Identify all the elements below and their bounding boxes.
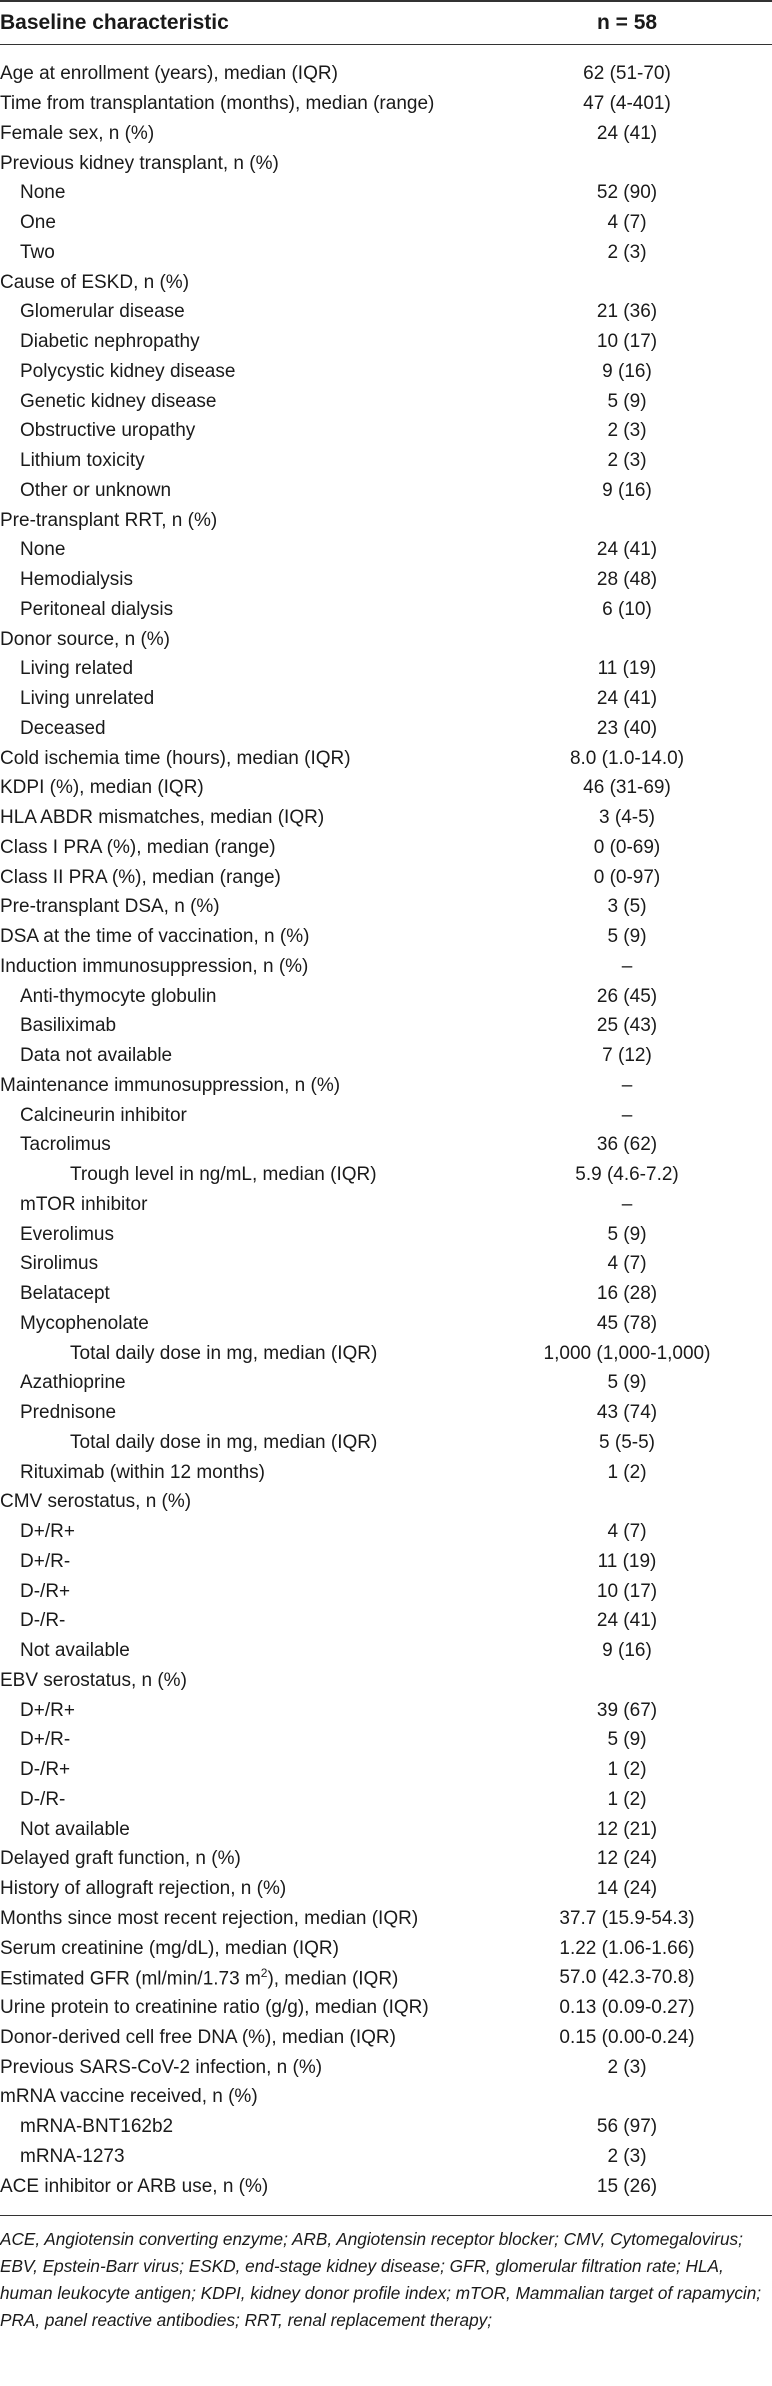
row-label-text: Azathioprine bbox=[20, 1372, 126, 1394]
row-label bbox=[0, 183, 482, 202]
table-body bbox=[0, 45, 772, 2201]
row-value: 1,000 (1,000-1,000) bbox=[543, 1342, 711, 1364]
row-value: 2 (3) bbox=[607, 241, 647, 263]
row-label bbox=[0, 1314, 482, 1333]
row-label bbox=[0, 1967, 482, 1988]
row-label bbox=[0, 243, 482, 262]
row-label bbox=[0, 332, 482, 351]
table-row bbox=[0, 1219, 772, 1249]
row-value: – bbox=[621, 1104, 633, 1126]
table-row bbox=[0, 1547, 772, 1577]
row-label-text: Induction immunosuppression, n (%) bbox=[0, 955, 309, 977]
table-row bbox=[0, 1160, 772, 1190]
row-label-text: DSA at the time of vaccination, n (%) bbox=[0, 926, 310, 948]
table-row bbox=[0, 89, 772, 119]
table-row bbox=[0, 1695, 772, 1725]
row-label-text: Lithium toxicity bbox=[20, 450, 145, 472]
table-row bbox=[0, 1309, 772, 1339]
table-row bbox=[0, 565, 772, 595]
row-label-text: Everolimus bbox=[20, 1223, 114, 1245]
row-label-text: Class II PRA (%), median (range) bbox=[0, 866, 281, 888]
row-value: 5 (9) bbox=[607, 926, 647, 948]
table-row bbox=[0, 1338, 772, 1368]
table-row bbox=[0, 2023, 772, 2053]
row-label-text: Rituximab (within 12 months) bbox=[20, 1461, 265, 1483]
row-label-text: Cold ischemia time (hours), median (IQR) bbox=[0, 747, 351, 769]
row-value: 62 (51-70) bbox=[583, 63, 671, 85]
row-label-text: Donor-derived cell free DNA (%), median (IQR) bbox=[0, 2026, 396, 2048]
table-row bbox=[0, 505, 772, 535]
row-label bbox=[0, 64, 482, 83]
table-row bbox=[0, 1606, 772, 1636]
row-label-text: Female sex, n (%) bbox=[0, 122, 155, 144]
row-value: 25 (43) bbox=[596, 1015, 658, 1037]
row-value: – bbox=[621, 1074, 633, 1096]
row-label-text: Calcineurin inhibitor bbox=[20, 1104, 187, 1126]
table-row bbox=[0, 1576, 772, 1606]
row-label bbox=[0, 1760, 482, 1779]
row-label-text: Time from transplantation (months), median (range) bbox=[0, 93, 435, 115]
table-row bbox=[0, 327, 772, 357]
row-value: 43 (74) bbox=[596, 1402, 658, 1424]
row-label-text: D+/R- bbox=[20, 1550, 71, 1572]
table-row bbox=[0, 1725, 772, 1755]
row-label-text: Delayed graft function, n (%) bbox=[0, 1848, 241, 1870]
row-value: 8.0 (1.0-14.0) bbox=[569, 747, 685, 769]
row-label bbox=[0, 689, 482, 708]
row-value: 10 (17) bbox=[596, 1580, 658, 1602]
row-label-text: Urine protein to creatinine ratio (g/g), median (IQR) bbox=[0, 1997, 429, 2019]
table-row bbox=[0, 267, 772, 297]
row-value: 12 (21) bbox=[596, 1818, 658, 1840]
table-row bbox=[0, 1785, 772, 1815]
table-row bbox=[0, 624, 772, 654]
row-value: 5 (9) bbox=[607, 1729, 647, 1751]
table-row bbox=[0, 1814, 772, 1844]
table-row bbox=[0, 833, 772, 863]
row-label bbox=[0, 451, 482, 470]
table-row bbox=[0, 1933, 772, 1963]
row-label bbox=[0, 1225, 482, 1244]
table-row bbox=[0, 1130, 772, 1160]
row-label bbox=[0, 1284, 482, 1303]
row-value: 37.7 (15.9-54.3) bbox=[559, 1907, 695, 1929]
row-label-text: mRNA-BNT162b2 bbox=[20, 2116, 174, 2138]
row-label-text: Obstructive uropathy bbox=[20, 420, 196, 442]
row-label bbox=[0, 1552, 482, 1571]
row-label-text: EBV serostatus, n (%) bbox=[0, 1669, 187, 1691]
table-row bbox=[0, 2082, 772, 2112]
row-label bbox=[0, 1433, 482, 1452]
table-row bbox=[0, 595, 772, 625]
row-value: 2 (3) bbox=[607, 420, 647, 442]
row-value: 7 (12) bbox=[602, 1045, 652, 1067]
row-label-text: D-/R- bbox=[20, 1788, 66, 1810]
row-label-text: D+/R+ bbox=[20, 1699, 75, 1721]
row-label bbox=[0, 2147, 482, 2166]
row-label bbox=[0, 1195, 482, 1214]
row-label-text: Class I PRA (%), median (range) bbox=[0, 836, 276, 858]
row-value: 5 (9) bbox=[607, 390, 647, 412]
row-value: 5.9 (4.6-7.2) bbox=[575, 1164, 679, 1186]
row-label-suffix: ), median (IQR) bbox=[267, 1968, 399, 1990]
table-row bbox=[0, 1190, 772, 1220]
table-row bbox=[0, 1874, 772, 1904]
table-row bbox=[0, 862, 772, 892]
row-label-text: Total daily dose in mg, median (IQR) bbox=[70, 1431, 378, 1453]
row-label bbox=[0, 1373, 482, 1392]
table-row bbox=[0, 178, 772, 208]
table-row bbox=[0, 238, 772, 268]
table-row bbox=[0, 2142, 772, 2172]
row-label-text: mRNA-1273 bbox=[20, 2145, 125, 2167]
row-label bbox=[0, 421, 482, 440]
table-row bbox=[0, 743, 772, 773]
row-value: 11 (19) bbox=[597, 1550, 657, 1572]
row-label-text: Mycophenolate bbox=[20, 1312, 149, 1334]
table-row bbox=[0, 684, 772, 714]
row-label bbox=[0, 868, 482, 887]
row-label-text: None bbox=[20, 182, 66, 204]
row-label bbox=[0, 1701, 482, 1720]
row-label-text: History of allograft rejection, n (%) bbox=[0, 1878, 287, 1900]
row-label bbox=[0, 2058, 482, 2077]
table-row bbox=[0, 148, 772, 178]
row-label-text: Data not available bbox=[20, 1045, 173, 1067]
row-value: 6 (10) bbox=[602, 598, 652, 620]
table-row bbox=[0, 1844, 772, 1874]
row-label bbox=[0, 1492, 482, 1511]
row-label bbox=[0, 1135, 482, 1154]
row-label bbox=[0, 1344, 482, 1363]
table-row bbox=[0, 1487, 772, 1517]
table-row bbox=[0, 357, 772, 387]
table-row bbox=[0, 1457, 772, 1487]
row-label-text: Living related bbox=[20, 658, 134, 680]
row-value: 1 (2) bbox=[607, 1461, 647, 1483]
row-label bbox=[0, 1522, 482, 1541]
row-label bbox=[0, 1879, 482, 1898]
row-label-text: Previous kidney transplant, n (%) bbox=[0, 152, 279, 174]
row-label bbox=[0, 213, 482, 232]
row-value: 23 (40) bbox=[596, 717, 658, 739]
row-label-text: KDPI (%), median (IQR) bbox=[0, 777, 204, 799]
row-label-text: None bbox=[20, 539, 66, 561]
row-label-text: Peritoneal dialysis bbox=[20, 598, 174, 620]
row-value: 4 (7) bbox=[607, 1521, 647, 1543]
row-value: 0 (0-69) bbox=[593, 836, 661, 858]
row-label-superscript: 2 bbox=[260, 1966, 268, 1981]
row-label-text: D-/R- bbox=[20, 1610, 66, 1632]
table-row bbox=[0, 1636, 772, 1666]
row-value: 4 (7) bbox=[607, 1253, 647, 1275]
row-value: 45 (78) bbox=[596, 1312, 658, 1334]
row-label bbox=[0, 540, 482, 559]
row-label bbox=[0, 1939, 482, 1958]
row-label-text: Hemodialysis bbox=[20, 569, 133, 591]
row-value: 39 (67) bbox=[596, 1699, 658, 1721]
row-label-text: Genetic kidney disease bbox=[20, 390, 217, 412]
table-row bbox=[0, 654, 772, 684]
table-row bbox=[0, 1041, 772, 1071]
row-value: 9 (16) bbox=[602, 479, 652, 501]
table-row bbox=[0, 773, 772, 803]
row-label-text: Two bbox=[20, 241, 55, 263]
row-label-text: Total daily dose in mg, median (IQR) bbox=[70, 1342, 378, 1364]
row-value: 1 (2) bbox=[607, 1759, 647, 1781]
table-row bbox=[0, 208, 772, 238]
row-label bbox=[0, 778, 482, 797]
row-value: 24 (41) bbox=[596, 539, 658, 561]
row-value: 52 (90) bbox=[596, 182, 658, 204]
row-label bbox=[0, 1106, 482, 1125]
row-label bbox=[0, 987, 482, 1006]
row-label-text: Anti-thymocyte globulin bbox=[20, 985, 217, 1007]
row-label-text: mRNA vaccine received, n (%) bbox=[0, 2086, 258, 2108]
row-label bbox=[0, 481, 482, 500]
row-label-text: Living unrelated bbox=[20, 688, 155, 710]
table-row bbox=[0, 59, 772, 89]
row-value: 3 (4-5) bbox=[599, 807, 655, 829]
row-label-text: Polycystic kidney disease bbox=[20, 360, 236, 382]
row-label-text: Not available bbox=[20, 1640, 130, 1662]
table-row bbox=[0, 1666, 772, 1696]
row-value: 2 (3) bbox=[607, 2145, 647, 2167]
row-label-text: Serum creatinine (mg/dL), median (IQR) bbox=[0, 1937, 339, 1959]
row-label bbox=[0, 94, 482, 113]
row-value: 0 (0-97) bbox=[593, 866, 661, 888]
table-row bbox=[0, 1100, 772, 1130]
row-label bbox=[0, 1671, 482, 1690]
row-label bbox=[0, 154, 482, 173]
row-value: – bbox=[621, 955, 633, 977]
row-label bbox=[0, 1403, 482, 1422]
row-value: 3 (5) bbox=[607, 896, 647, 918]
row-label-text: mTOR inhibitor bbox=[20, 1193, 148, 1215]
row-label bbox=[0, 1582, 482, 1601]
row-value: 24 (41) bbox=[596, 1610, 658, 1632]
table-row bbox=[0, 416, 772, 446]
table-row bbox=[0, 892, 772, 922]
row-label-text: Diabetic nephropathy bbox=[20, 331, 200, 353]
row-label bbox=[0, 362, 482, 381]
table-row bbox=[0, 981, 772, 1011]
row-label-text: D-/R+ bbox=[20, 1580, 71, 1602]
table-row bbox=[0, 803, 772, 833]
row-label bbox=[0, 1909, 482, 1928]
row-value: 0.13 (0.09-0.27) bbox=[559, 1997, 695, 2019]
row-label bbox=[0, 2087, 482, 2106]
row-label bbox=[0, 659, 482, 678]
row-label bbox=[0, 273, 482, 292]
table-row bbox=[0, 386, 772, 416]
row-label-text: Age at enrollment (years), median (IQR) bbox=[0, 63, 338, 85]
table-row bbox=[0, 297, 772, 327]
row-label bbox=[0, 1849, 482, 1868]
table-footnote: ACE, Angiotensin converting enzyme; ARB, Angiotensin receptor blocker; CMV, Cytomegalovirus; EBV, Epstein-Barr virus; ESKD, end-stage kidney disease; GFR, glomerular filtration rate; HLA, human leukocyte antigen; KDPI, kidney donor profile index; mTOR, Mammalian target of rapamycin; PRA, panel reactive antibodies; RRT, renal replacement therapy; bbox=[0, 2229, 762, 2330]
table-row bbox=[0, 119, 772, 149]
row-label-text: Belatacept bbox=[20, 1283, 110, 1305]
table-row bbox=[0, 714, 772, 744]
row-label bbox=[0, 1076, 482, 1095]
row-label bbox=[0, 927, 482, 946]
row-label bbox=[0, 1641, 482, 1660]
row-label bbox=[0, 1463, 482, 1482]
row-label-text: One bbox=[20, 212, 56, 234]
row-label-text: D+/R- bbox=[20, 1729, 71, 1751]
table-row bbox=[0, 922, 772, 952]
row-label bbox=[0, 719, 482, 738]
row-value: 15 (26) bbox=[596, 2175, 658, 2197]
row-value: 1 (2) bbox=[607, 1788, 647, 1810]
table-row bbox=[0, 1011, 772, 1041]
row-label bbox=[0, 838, 482, 857]
row-label bbox=[0, 808, 482, 827]
row-value: 28 (48) bbox=[596, 569, 658, 591]
row-value: 47 (4-401) bbox=[583, 93, 671, 115]
row-value: 1.22 (1.06-1.66) bbox=[559, 1937, 695, 1959]
row-label-text: Other or unknown bbox=[20, 479, 172, 501]
row-label-text: Glomerular disease bbox=[20, 301, 185, 323]
table-row bbox=[0, 1428, 772, 1458]
row-label-text: Sirolimus bbox=[20, 1253, 99, 1275]
row-label bbox=[0, 1046, 482, 1065]
row-value: 5 (9) bbox=[607, 1372, 647, 1394]
row-label-text: Basiliximab bbox=[20, 1015, 117, 1037]
table-row bbox=[0, 1993, 772, 2023]
table-row bbox=[0, 1071, 772, 1101]
row-value: 16 (28) bbox=[596, 1283, 658, 1305]
row-label-text: Pre-transplant DSA, n (%) bbox=[0, 896, 220, 918]
row-value: 24 (41) bbox=[596, 122, 658, 144]
table-row bbox=[0, 476, 772, 506]
row-label bbox=[0, 302, 482, 321]
row-label-text: Estimated GFR (ml/min/1.73 m bbox=[0, 1968, 261, 1990]
table-row bbox=[0, 446, 772, 476]
row-value: 57.0 (42.3-70.8) bbox=[559, 1967, 695, 1989]
row-label bbox=[0, 897, 482, 916]
row-label bbox=[0, 630, 482, 649]
row-label-text: Months since most recent rejection, median (IQR) bbox=[0, 1907, 419, 1929]
row-label bbox=[0, 124, 482, 143]
row-label-text: Cause of ESKD, n (%) bbox=[0, 271, 190, 293]
row-label bbox=[0, 1820, 482, 1839]
row-label-text: Donor source, n (%) bbox=[0, 628, 171, 650]
header-characteristic: Baseline characteristic bbox=[0, 11, 229, 34]
row-label bbox=[0, 749, 482, 768]
row-value: 11 (19) bbox=[597, 658, 657, 680]
row-label-text: D-/R+ bbox=[20, 1759, 71, 1781]
row-value: 2 (3) bbox=[607, 450, 647, 472]
row-label-text: CMV serostatus, n (%) bbox=[0, 1491, 192, 1513]
table-row bbox=[0, 1398, 772, 1428]
table-row bbox=[0, 535, 772, 565]
row-value: 4 (7) bbox=[607, 212, 647, 234]
table-row bbox=[0, 1517, 772, 1547]
row-value: 46 (31-69) bbox=[583, 777, 671, 799]
row-value: 2 (3) bbox=[607, 2056, 647, 2078]
row-label-text: Not available bbox=[20, 1818, 130, 1840]
header-n: n = 58 bbox=[596, 11, 658, 34]
row-label bbox=[0, 2117, 482, 2136]
row-label-text: Tacrolimus bbox=[20, 1134, 111, 1156]
row-value: 5 (9) bbox=[607, 1223, 647, 1245]
table-row bbox=[0, 952, 772, 982]
row-label bbox=[0, 392, 482, 411]
row-label-text: Maintenance immunosuppression, n (%) bbox=[0, 1074, 341, 1096]
row-label bbox=[0, 2177, 482, 2196]
row-value: 21 (36) bbox=[596, 301, 658, 323]
row-label-text: ACE inhibitor or ARB use, n (%) bbox=[0, 2175, 269, 2197]
row-label bbox=[0, 1790, 482, 1809]
row-value: 9 (16) bbox=[602, 1640, 652, 1662]
row-label bbox=[0, 2028, 482, 2047]
row-value: 24 (41) bbox=[596, 688, 658, 710]
table-row bbox=[0, 1963, 772, 1993]
row-label-text: Deceased bbox=[20, 717, 106, 739]
row-value: 5 (5-5) bbox=[599, 1431, 655, 1453]
row-value: 36 (62) bbox=[596, 1134, 658, 1156]
table-row bbox=[0, 1368, 772, 1398]
row-label-text: Prednisone bbox=[20, 1402, 117, 1424]
table-row bbox=[0, 1249, 772, 1279]
row-value: 12 (24) bbox=[596, 1848, 658, 1870]
table-row bbox=[0, 2052, 772, 2082]
row-value: 56 (97) bbox=[596, 2116, 658, 2138]
row-label bbox=[0, 957, 482, 976]
row-label bbox=[0, 1016, 482, 1035]
row-label bbox=[0, 1730, 482, 1749]
row-value: 26 (45) bbox=[596, 985, 658, 1007]
table-row bbox=[0, 2171, 772, 2201]
row-label bbox=[0, 1611, 482, 1630]
row-value: – bbox=[621, 1193, 633, 1215]
row-label bbox=[0, 1165, 482, 1184]
table-row bbox=[0, 1904, 772, 1934]
row-label bbox=[0, 1998, 482, 2017]
row-value: 9 (16) bbox=[602, 360, 652, 382]
row-label bbox=[0, 511, 482, 530]
row-label-text: Previous SARS-CoV-2 infection, n (%) bbox=[0, 2056, 323, 2078]
table-header bbox=[0, 0, 772, 45]
row-label-text: D+/R+ bbox=[20, 1521, 75, 1543]
row-label bbox=[0, 600, 482, 619]
row-label-text: Pre-transplant RRT, n (%) bbox=[0, 509, 218, 531]
row-label bbox=[0, 570, 482, 589]
row-value: 0.15 (0.00-0.24) bbox=[559, 2026, 695, 2048]
row-value: 14 (24) bbox=[596, 1878, 658, 1900]
table-row bbox=[0, 2112, 772, 2142]
row-value: 10 (17) bbox=[596, 331, 658, 353]
table-row bbox=[0, 1755, 772, 1785]
row-label bbox=[0, 1254, 482, 1273]
row-label-text: Trough level in ng/mL, median (IQR) bbox=[70, 1164, 377, 1186]
table-row bbox=[0, 1279, 772, 1309]
row-label-text: HLA ABDR mismatches, median (IQR) bbox=[0, 807, 325, 829]
